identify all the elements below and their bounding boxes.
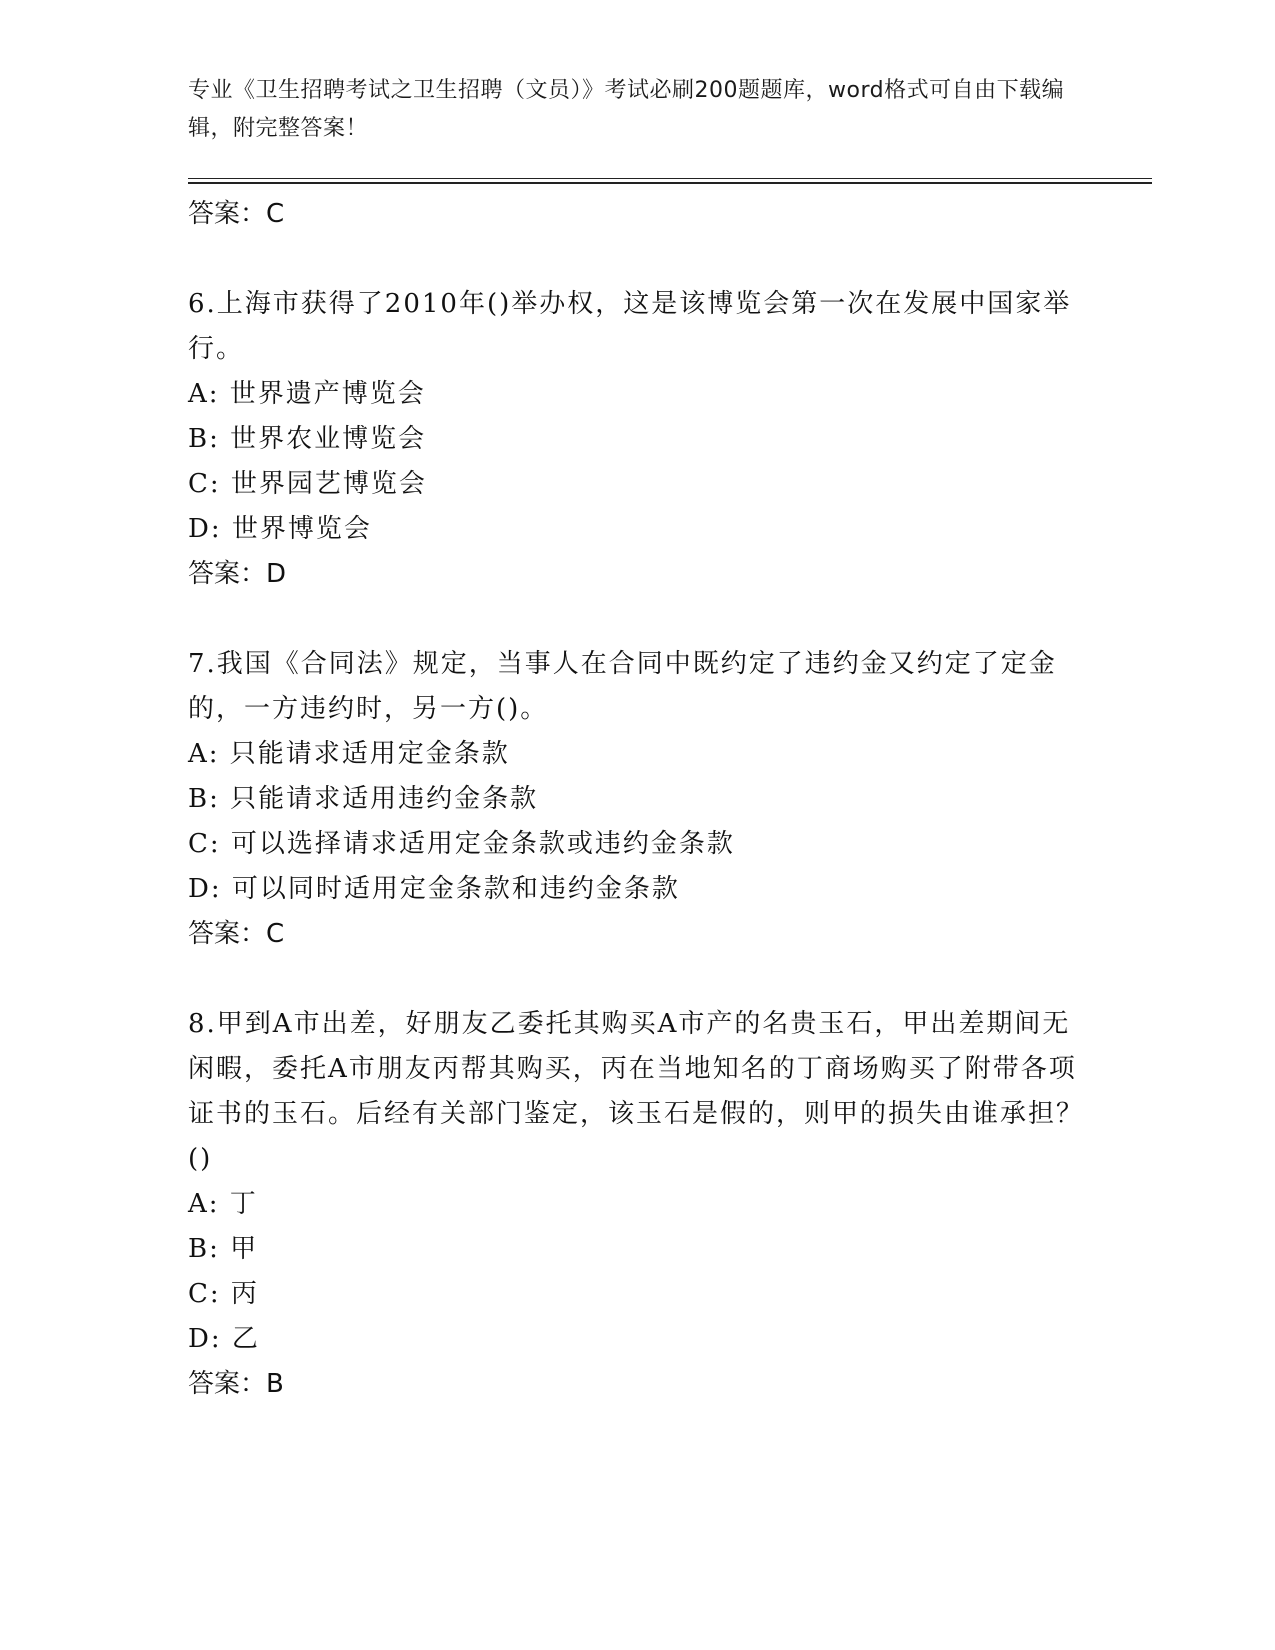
question-6 — [188, 282, 1088, 552]
option-a: A: 丁 — [188, 1189, 258, 1219]
answer-line: 答案：C — [188, 919, 285, 949]
option-a: A: 世界遗产博览会 — [188, 379, 426, 409]
header-divider-thin — [188, 178, 1152, 179]
option-b: B: 只能请求适用违约金条款 — [188, 784, 539, 814]
option-d: D: 可以同时适用定金条款和违约金条款 — [188, 874, 680, 904]
answer-line: 答案：C — [188, 199, 285, 229]
option-c: C: 丙 — [188, 1279, 259, 1309]
option-a: A: 只能请求适用定金条款 — [188, 739, 510, 769]
page-header: 专业《卫生招聘考试之卫生招聘（文员）》考试必刷200题题库，word格式可自由下载编辑，附完整答案！ — [188, 78, 1065, 141]
answer-line: 答案：B — [188, 1369, 284, 1399]
option-d: D: 世界博览会 — [188, 514, 372, 544]
option-b: B: 甲 — [188, 1234, 259, 1264]
answer-line: 答案：D — [188, 559, 287, 589]
option-c: C: 可以选择请求适用定金条款或违约金条款 — [188, 829, 735, 859]
question-7 — [188, 642, 1088, 912]
question-stem: 8.甲到A市出差，好朋友乙委托其购买A市产的名贵玉石，甲出差期间无闲暇，委托A市朋友丙帮其购买，丙在当地知名的丁商场购买了附带各项证书的玉石。后经有关部门鉴定，该玉石是假的，则甲的损失由谁承担？() — [188, 1009, 1085, 1174]
option-b: B: 世界农业博览会 — [188, 424, 427, 454]
question-stem: 7.我国《合同法》规定，当事人在合同中既约定了违约金又约定了定金的，一方违约时，另一方()。 — [188, 649, 1057, 724]
question-8 — [188, 1002, 1088, 1362]
header-divider-thick — [188, 182, 1152, 184]
option-d: D: 乙 — [188, 1324, 260, 1354]
option-c: C: 世界园艺博览会 — [188, 469, 427, 499]
question-stem: 6.上海市获得了2010年()举办权，这是该博览会第一次在发展中国家举行。 — [188, 289, 1072, 364]
document-body — [188, 188, 1088, 1406]
